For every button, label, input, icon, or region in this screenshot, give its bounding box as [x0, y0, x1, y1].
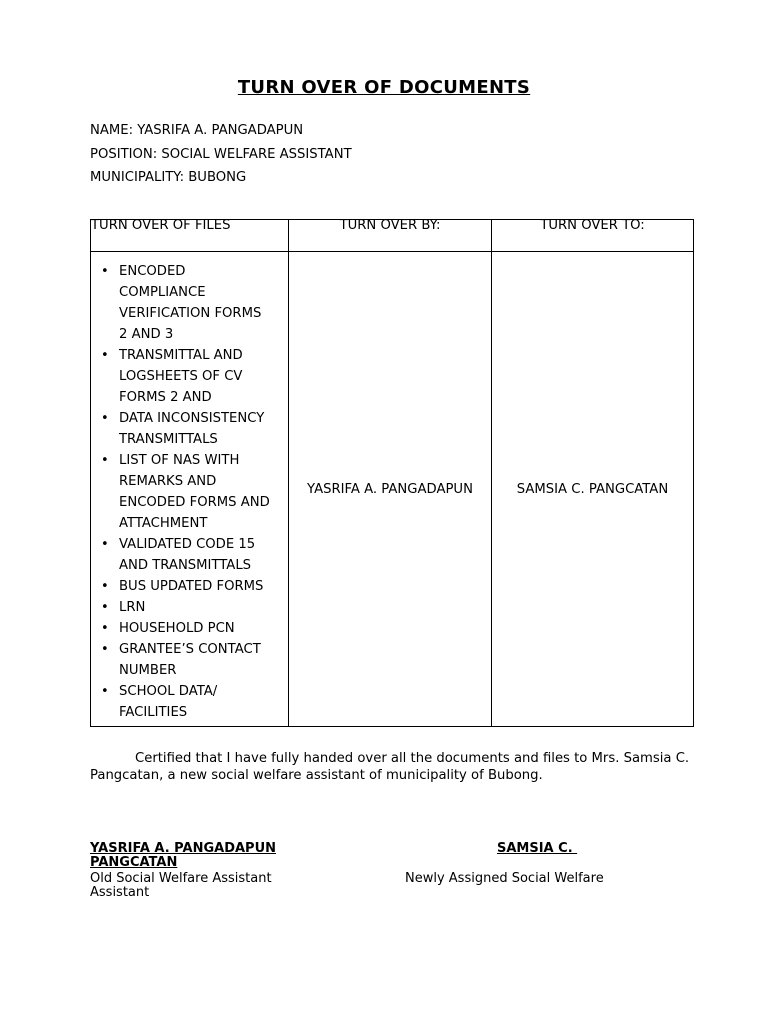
list-item	[99, 408, 284, 450]
list-item-text: BUS UPDATED FORMS	[119, 579, 264, 594]
list-item-text: REMARKS AND	[119, 474, 217, 489]
bullet-icon: •	[101, 621, 109, 636]
list-item	[99, 345, 284, 408]
list-item-text: ENCODED	[119, 264, 186, 279]
bullet-icon: •	[101, 684, 109, 699]
list-item-text: COMPLIANCE	[119, 285, 206, 300]
list-item-text: 2 AND 3	[119, 327, 174, 342]
bullet-icon: •	[101, 537, 109, 552]
certification-text: Certified that I have fully handed over all the documents and files to Mrs. Samsia C. Pangcatan, a new social welfare assistant of municipality of Bubong.	[90, 751, 690, 783]
signatory-name-overflow: PANGCATAN	[90, 855, 178, 870]
header-files: TURN OVER OF FILES	[91, 220, 289, 252]
signatory-title-overflow: Assistant	[90, 885, 150, 900]
turn-over-to-cell: SAMSIA C. PANGCATAN	[492, 252, 694, 727]
list-item-text: GRANTEE’S CONTACT	[119, 642, 261, 657]
list-item	[99, 681, 284, 723]
bullet-icon: •	[101, 600, 109, 615]
files-cell	[91, 252, 289, 727]
header-turn-over-to: TURN OVER TO:	[492, 220, 694, 252]
list-item-text: HOUSEHOLD PCN	[119, 621, 235, 636]
signatory-left-name: YASRIFA A. PANGADAPUN	[90, 841, 277, 856]
list-item-text: VALIDATED CODE 15	[119, 537, 256, 552]
list-item-text: FORMS 2 AND	[119, 390, 212, 405]
turnover-table	[90, 219, 694, 727]
list-item-text: AND TRANSMITTALS	[119, 558, 252, 573]
signatory-left-title: Old Social Welfare Assistant	[90, 871, 272, 886]
list-item-text: VERIFICATION FORMS	[119, 306, 262, 321]
list-item-text: LRN	[119, 600, 146, 615]
list-item-text: LOGSHEETS OF CV	[119, 369, 243, 384]
bullet-icon: •	[101, 264, 109, 279]
list-item-text: SCHOOL DATA/	[119, 684, 218, 699]
bullet-icon: •	[101, 642, 109, 657]
list-item-text: DATA INCONSISTENCY	[119, 411, 265, 426]
signatory-right-name: SAMSIA C.	[497, 841, 578, 856]
list-item	[99, 597, 284, 618]
list-item-text: TRANSMITTAL AND	[119, 348, 243, 363]
bullet-icon: •	[101, 411, 109, 426]
municipality-line: MUNICIPALITY: BUBONG	[90, 170, 247, 185]
signatory-right-title: Newly Assigned Social Welfare	[405, 871, 604, 886]
table-row	[91, 252, 694, 727]
list-item	[99, 534, 284, 576]
list-item	[99, 261, 284, 345]
list-item-text: FACILITIES	[119, 705, 188, 720]
list-item-text: ATTACHMENT	[119, 516, 208, 531]
list-item-text: TRANSMITTALS	[119, 432, 218, 447]
position-line: POSITION: SOCIAL WELFARE ASSISTANT	[90, 147, 352, 162]
list-item	[99, 618, 284, 639]
list-item	[99, 450, 284, 534]
list-item-text: ENCODED FORMS AND	[119, 495, 270, 510]
list-item	[99, 576, 284, 597]
list-item	[99, 639, 284, 681]
header-turn-over-by: TURN OVER BY:	[289, 220, 492, 252]
list-item-text: NUMBER	[119, 663, 177, 678]
table-header-row	[91, 220, 694, 252]
bullet-icon: •	[101, 348, 109, 363]
document-title: TURN OVER OF DOCUMENTS	[237, 77, 531, 98]
files-list	[91, 252, 288, 723]
list-item-text: LIST OF NAS WITH	[119, 453, 240, 468]
bullet-icon: •	[101, 453, 109, 468]
bullet-icon: •	[101, 579, 109, 594]
turn-over-by-cell: YASRIFA A. PANGADAPUN	[289, 252, 492, 727]
name-line: NAME: YASRIFA A. PANGADAPUN	[90, 123, 304, 138]
